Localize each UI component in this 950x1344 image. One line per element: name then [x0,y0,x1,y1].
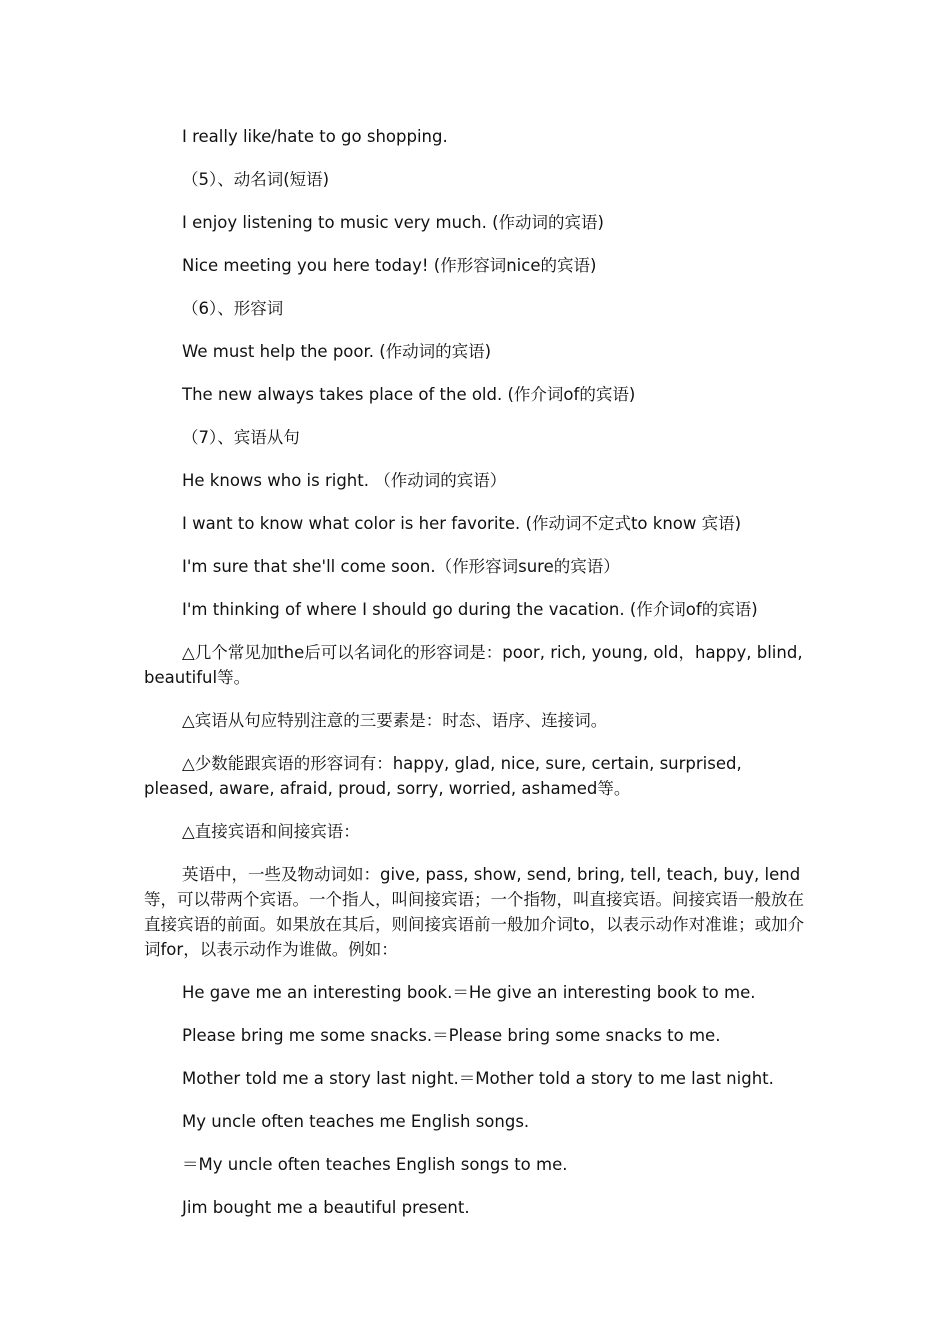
paragraph-gerund-example-1: I enjoy listening to music very much. (作动词的宾语) [182,213,604,232]
paragraph-double-object-example-4: My uncle often teaches me English songs. [182,1112,530,1131]
section-heading-gerund: （5）、动名词(短语) [182,170,330,189]
paragraph-double-object-example-4-rewrite: ＝My uncle often teaches English songs to me. [182,1155,568,1174]
paragraph-clause-example-2: I want to know what color is her favorite. (作动词不定式to know 宾语) [182,514,742,533]
note-direct-indirect-objects: △直接宾语和间接宾语： [182,822,360,841]
paragraph-clause-example-4: I'm thinking of where I should go during the vacation. (作介词of的宾语) [182,600,758,619]
paragraph-adjective-example-1: We must help the poor. (作动词的宾语) [182,342,492,361]
document-body [144,124,810,1238]
paragraph-clause-example-1: He knows who is right. （作动词的宾语） [182,471,507,490]
section-heading-object-clause: （7）、宾语从句 [182,428,300,447]
note-adjectives-with-objects: △少数能跟宾语的形容词有：happy, glad, nice, sure, certain, surprised, pleased, aware, afraid, proud, sorry, worried, ashamed等。 [144,754,742,798]
paragraph-double-object-explanation: 英语中，一些及物动词如：give, pass, show, send, bring, tell, teach, buy, lend等，可以带两个宾语。一个指人，叫间接宾语；一个指物，叫直接宾语。间接宾语一般放在直接宾语的前面。如果放在其后，则间接宾语前一般加介词to，以表示动作对准谁；或加介词for，以表示动作为谁做。例如： [144,865,805,959]
section-heading-adjective: （6）、形容词 [182,299,284,318]
paragraph-double-object-example-2: Please bring me some snacks.＝Please bring some snacks to me. [182,1026,721,1045]
paragraph-double-object-example-5: Jim bought me a beautiful present. [182,1198,470,1217]
paragraph-gerund-example-2: Nice meeting you here today! (作形容词nice的宾语) [182,256,597,275]
paragraph-double-object-example-1: He gave me an interesting book.＝He give an interesting book to me. [182,983,756,1002]
paragraph-shopping-example: I really like/hate to go shopping. [182,127,448,146]
note-object-clause-elements: △宾语从句应特别注意的三要素是：时态、语序、连接词。 [182,711,608,730]
paragraph-double-object-example-3: Mother told me a story last night.＝Mother told a story to me last night. [182,1069,774,1088]
paragraph-clause-example-3: I'm sure that she'll come soon.（作形容词sure的宾语） [182,557,620,576]
paragraph-adjective-example-2: The new always takes place of the old. (作介词of的宾语) [182,385,636,404]
note-nominalized-adjectives: △几个常见加the后可以名词化的形容词是：poor, rich, young, old，happy, blind, beautiful等。 [144,643,803,687]
